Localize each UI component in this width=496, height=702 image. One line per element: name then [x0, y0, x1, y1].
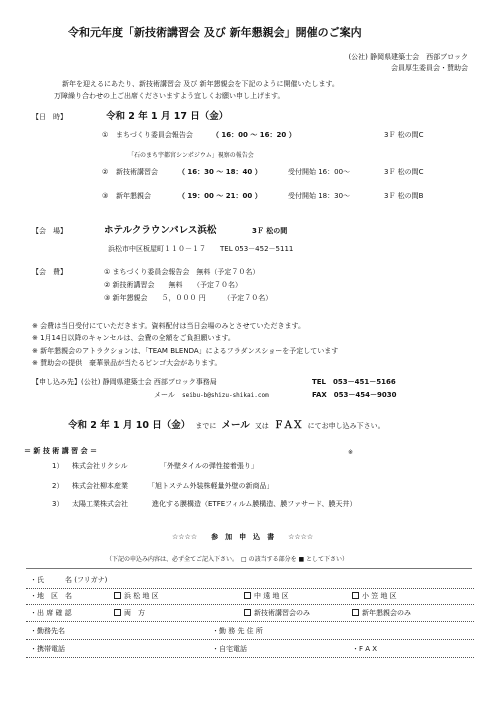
- attend-line: [26, 621, 474, 622]
- fee-item: ① まちづくり委員会報告会 無料（予定７０名）: [104, 268, 260, 276]
- seminar-mark: ※: [348, 449, 354, 456]
- name-field-line[interactable]: [26, 588, 474, 589]
- committee-name: 会員厚生委員会・賛助会: [391, 64, 468, 72]
- deadline-fax: ＦＡＸ: [273, 420, 303, 431]
- deadline-date: 令和 2 年 1 月 10 日（金）: [68, 420, 191, 431]
- page-title: 令和元年度「新技術講習会 及び 新年懇親会」開催のご案内: [68, 26, 362, 39]
- schedule-time: （ 16：00 ～ 16：20 ）: [212, 131, 296, 139]
- seminar-topic: 「外壁タイルの弾性接着張り」: [160, 462, 258, 470]
- note-line: ※ 1月14日以降のキャンセルは、会費の全額をご負担願います。: [32, 334, 235, 342]
- workplace-field-label: ・勤務先名: [30, 627, 65, 635]
- seminar-company: 株式会社柳本産業: [72, 482, 128, 490]
- mail-label: メール: [154, 391, 175, 399]
- venue-floor: 3Ｆ 松の間: [252, 227, 288, 235]
- seminar-topic: 「旭トステム外装株軽量外壁の新商品」: [148, 482, 274, 490]
- schedule-num: ②: [102, 168, 109, 176]
- phone-line[interactable]: [26, 657, 474, 658]
- schedule-name: まちづくり委員会報告会: [116, 131, 193, 139]
- deadline-line: [68, 413, 385, 432]
- intro-line-1: 新年を迎えるにあたり、新技術講習会 及び 新年懇親会を下記のように開催いたします。: [62, 80, 339, 88]
- seminar-topic: 進化する膜構造（ETFEフィルム膜構造、膜ファサード、膜天井）: [152, 500, 357, 508]
- contact-tel: TEL 053－451－5166: [312, 378, 396, 386]
- schedule-name: 新年懇親会: [116, 192, 151, 200]
- name-field-label: ・氏 名 (フリガナ): [30, 576, 108, 584]
- checkbox-icon: [114, 609, 121, 616]
- attend-option-seminar[interactable]: [244, 609, 310, 618]
- deadline-mail: メール: [221, 420, 250, 431]
- district-option-ogasa[interactable]: [352, 592, 397, 601]
- option-label: 新年懇親会のみ: [362, 609, 411, 617]
- deadline-until: までに: [195, 422, 217, 430]
- fax-field-label: ・F A X: [352, 645, 378, 653]
- seminar-num: 2）: [52, 482, 64, 490]
- attend-field-label: ・出 席 確 認: [30, 609, 72, 617]
- schedule-num: ③: [102, 192, 109, 200]
- mobile-field-label: ・携帯電話: [30, 645, 65, 653]
- deadline-tail: にてお申し込み下さい。: [307, 422, 385, 430]
- district-option-hamamatsu[interactable]: [114, 592, 159, 601]
- district-field-label: ・地 区 名: [30, 592, 72, 600]
- schedule-room: 3Ｆ 松の間C: [384, 131, 424, 139]
- home-phone-label: ・自宅電話: [212, 645, 247, 653]
- fee-item: ② 新技術講習会 無料 （予定７０名）: [104, 281, 242, 289]
- intro-line-2: 万障繰り合わせの上ご出席くださいますよう宜しくお願い申し上げます。: [54, 92, 285, 100]
- contact-label: 【申し込み先】(公社) 静岡県建築士会 西部ブロック事務局: [32, 378, 217, 386]
- schedule-num: ①: [102, 131, 109, 139]
- schedule-subtitle: 「石のまち宇都宮シンポジウム」視察の報告会: [128, 152, 254, 159]
- event-date: 令和 2 年 1 月 17 日（金）: [106, 111, 229, 122]
- attend-option-party[interactable]: [352, 609, 411, 618]
- district-option-chuen[interactable]: [244, 592, 289, 601]
- seminar-company: 株式会社リクシル: [72, 462, 128, 470]
- venue-address: 浜松市中区板屋町１１０－１７ TEL 053－452－5111: [108, 245, 294, 253]
- note-line: ※ 賛助会の提供 豪華景品が当たるビンゴ大会があります。: [32, 359, 222, 367]
- checkbox-icon: [352, 592, 359, 599]
- form-instruction: （下記の申込み内容は、必ず全てご記入下さい。 □ の該当する部分を ■ として下さい）: [106, 556, 349, 563]
- option-label: 小 笠 地 区: [362, 592, 397, 600]
- option-label: 新技術講習会のみ: [254, 609, 310, 617]
- checkbox-icon: [114, 592, 121, 599]
- deadline-or: 又は: [254, 422, 269, 430]
- schedule-reception: 受付開始 16：00～: [288, 168, 351, 176]
- venue-label: 【会 場】: [32, 227, 67, 235]
- datetime-label: 【日 時】: [32, 113, 67, 121]
- seminar-num: 3）: [52, 500, 64, 508]
- venue-name: ホテルクラウンパレス浜松: [104, 225, 217, 236]
- fee-item: ③ 新年懇親会 ５，０００ 円 （予定７０名）: [104, 294, 273, 302]
- contact-fax: FAX 053－454－9030: [312, 391, 397, 399]
- schedule-time: （ 19：00 ～ 21：00 ）: [178, 192, 262, 200]
- workplace-address-label: ・勤 務 先 住 所: [212, 627, 263, 635]
- seminar-heading: ＝ 新 技 術 講 習 会 ＝: [24, 447, 98, 455]
- workplace-line[interactable]: [26, 639, 474, 640]
- contact-email[interactable]: seibu-b@shizu-shikai.com: [182, 392, 269, 399]
- attend-option-both[interactable]: [114, 609, 145, 618]
- checkbox-icon: [244, 609, 251, 616]
- checkbox-icon: [244, 592, 251, 599]
- schedule-room: 3Ｆ 松の間C: [384, 168, 424, 176]
- option-label: 両 方: [124, 609, 145, 617]
- option-label: 浜 松 地 区: [124, 592, 159, 600]
- org-name: (公社) 静岡県建築士会 西部ブロック: [348, 53, 468, 61]
- schedule-name: 新技術講習会: [116, 168, 158, 176]
- form-heading: ☆☆☆☆ 参 加 申 込 書 ☆☆☆☆: [172, 533, 314, 541]
- option-label: 中 遠 地 区: [254, 592, 289, 600]
- form-top-divider: [26, 568, 472, 569]
- seminar-num: 1）: [52, 462, 64, 470]
- schedule-time: （ 16：30 ～ 18：40 ）: [178, 168, 262, 176]
- note-line: ※ 会費は当日受付にていただきます。資料配付は当日会場のみとさせていただきます。: [32, 322, 305, 330]
- schedule-reception: 受付開始 18：30～: [288, 192, 351, 200]
- checkbox-icon: [352, 609, 359, 616]
- seminar-company: 太陽工業株式会社: [72, 500, 128, 508]
- note-line: ※ 新年懇親会のアトラクションは、「TEAM BLENDA」によるフラダンスショーを予定しています: [32, 347, 339, 355]
- fees-label: 【会 費】: [32, 268, 67, 276]
- schedule-room: 3Ｆ 松の間B: [384, 192, 424, 200]
- district-line: [26, 604, 474, 605]
